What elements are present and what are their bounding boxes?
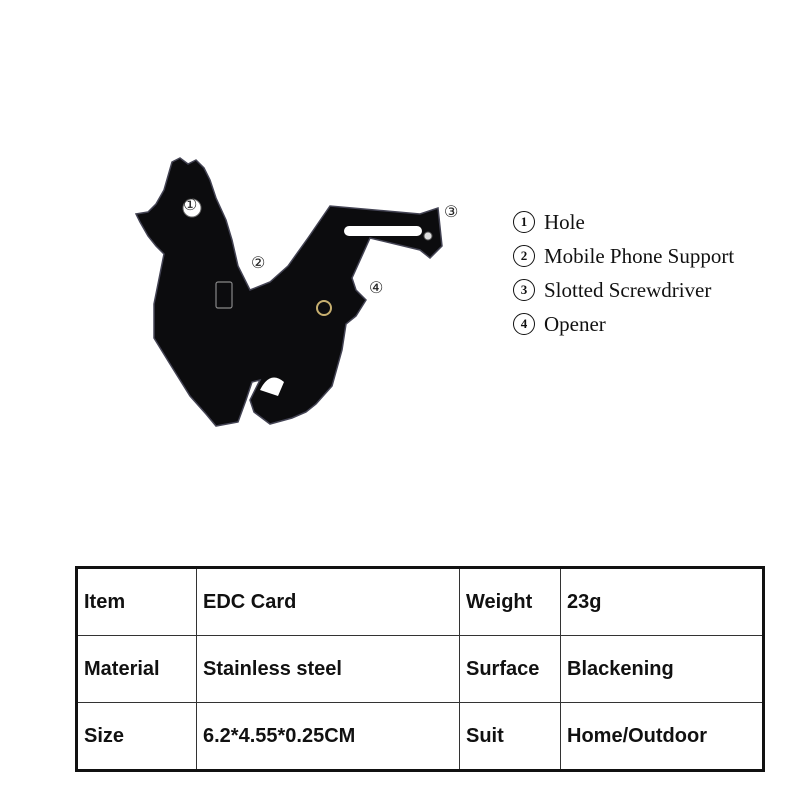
spec-label: Surface [460,636,561,703]
spec-value: Blackening [561,636,764,703]
legend-number: 2 [513,245,535,267]
callout-4: ④ [369,280,384,297]
feature-legend [513,205,734,341]
table-row [77,636,764,703]
legend-label: Hole [544,209,585,234]
callout-2: ② [251,255,266,272]
spec-label: Item [77,568,197,636]
legend-label: Slotted Screwdriver [544,277,712,302]
spec-value: Home/Outdoor [561,703,764,771]
legend-number: 4 [513,313,535,335]
legend-item-opener [513,307,734,341]
table-row [77,703,764,771]
legend-number: 1 [513,211,535,233]
spec-label: Material [77,636,197,703]
legend-item-phone-support [513,239,734,273]
legend-number: 3 [513,279,535,301]
screw-icon [424,232,432,240]
edc-card-image [120,150,480,440]
callout-3: ③ [444,204,459,221]
rooster-tool-icon [120,150,480,440]
tool-body [136,158,442,426]
spec-value: EDC Card [197,568,460,636]
spec-value: Stainless steel [197,636,460,703]
spec-value: 23g [561,568,764,636]
legend-label: Mobile Phone Support [544,243,735,268]
table-row [77,568,764,636]
legend-label: Opener [544,311,606,336]
spec-label: Weight [460,568,561,636]
spec-label: Suit [460,703,561,771]
screwdriver-slot [344,226,422,236]
callout-1: ① [183,197,198,214]
legend-item-screwdriver [513,273,734,307]
spec-label: Size [77,703,197,771]
spec-table [75,566,765,772]
spec-value: 6.2*4.55*0.25CM [197,703,460,771]
legend-item-hole [513,205,734,239]
